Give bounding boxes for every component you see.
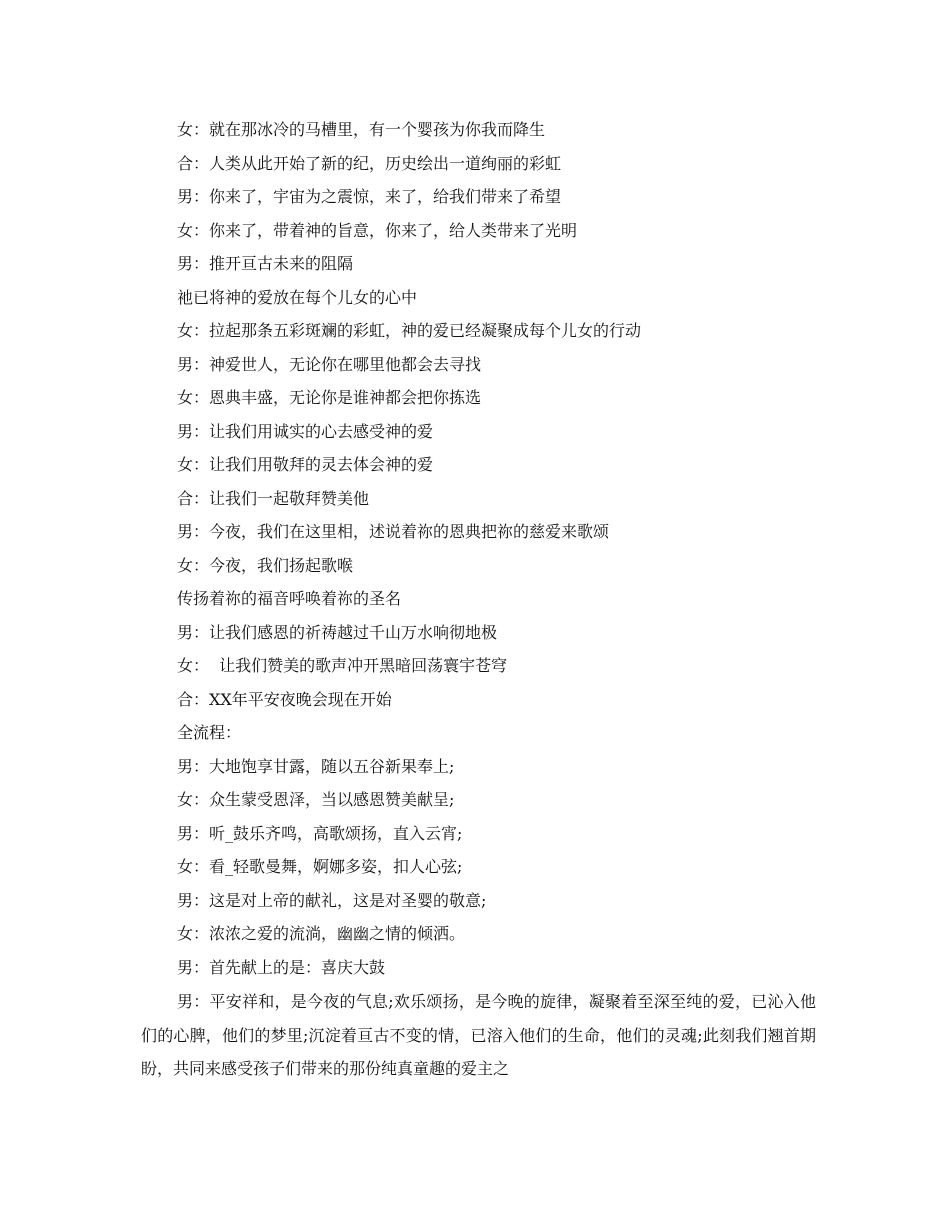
dialogue-line: 男：推开亘古未来的阻隔 xyxy=(177,254,354,273)
dialogue-line: 女： 让我们赞美的歌声冲开黑暗回荡寰宇苍穹 xyxy=(177,656,508,675)
dialogue-line: 祂已将神的爱放在每个儿女的心中 xyxy=(177,288,418,307)
dialogue-line: 合：XX年平安夜晚会现在开始 xyxy=(177,690,392,709)
dialogue-line: 男：今夜，我们在这里相，述说着祢的恩典把祢的慈爱来歌颂 xyxy=(177,522,610,541)
dialogue-line: 女：让我们用敬拜的灵去体会神的爱 xyxy=(177,455,434,474)
dialogue-line: 女：你来了，带着神的旨意，你来了，给人类带来了光明 xyxy=(177,221,578,240)
dialogue-line: 女：今夜，我们扬起歌喉 xyxy=(177,556,354,575)
dialogue-line: 男：你来了，宇宙为之震惊，来了，给我们带来了希望 xyxy=(177,187,562,206)
dialogue-line: 男：这是对上帝的献礼，这是对圣婴的敬意; xyxy=(177,891,487,910)
dialogue-line: 男：神爱世人，无论你在哪里他都会去寻找 xyxy=(177,355,482,374)
dialogue-line: 男：大地饱享甘露，随以五谷新果奉上; xyxy=(177,757,455,776)
closing-paragraph: 男：平安祥和，是今夜的气息;欢乐颂扬，是今晚的旋律，凝聚着至深至纯的爱，已沁入他们的心脾，他们的梦里;沉淀着亘古不变的情，已溶入他们的生命，他们的灵魂;此刻我们翘首期盼，共同来感受孩子们带来的那份纯真童趣的爱主之 xyxy=(141,992,816,1078)
dialogue-line: 男：首先献上的是：喜庆大鼓 xyxy=(177,958,386,977)
dialogue-line: 女：恩典丰盛，无论你是谁神都会把你拣选 xyxy=(177,388,482,407)
dialogue-line: 女：拉起那条五彩斑斓的彩虹，神的爱已经凝聚成每个儿女的行动 xyxy=(177,321,642,340)
dialogue-line: 合：人类从此开始了新的纪，历史绘出一道绚丽的彩虹 xyxy=(177,154,562,173)
dialogue-line: 男：让我们用诚实的心去感受神的爱 xyxy=(177,422,434,441)
dialogue-line: 女：浓浓之爱的流淌，幽幽之情的倾洒。 xyxy=(177,924,466,943)
dialogue-line: 男：听_鼓乐齐鸣，高歌颂扬，直入云宵; xyxy=(177,824,463,843)
dialogue-line: 男：让我们感恩的祈祷越过千山万水响彻地极 xyxy=(177,623,498,642)
dialogue-line: 女：看_轻歌曼舞，婀娜多姿，扣人心弦; xyxy=(177,857,463,876)
dialogue-line: 女：众生蒙受恩泽，当以感恩赞美献呈; xyxy=(177,790,455,809)
dialogue-line: 合：让我们一起敬拜赞美他 xyxy=(177,489,370,508)
section-heading: 全流程： xyxy=(177,723,242,742)
dialogue-line: 女：就在那冰冷的马槽里，有一个婴孩为你我而降生 xyxy=(177,120,546,139)
dialogue-line: 传扬着祢的福音呼唤着祢的圣名 xyxy=(177,589,402,608)
